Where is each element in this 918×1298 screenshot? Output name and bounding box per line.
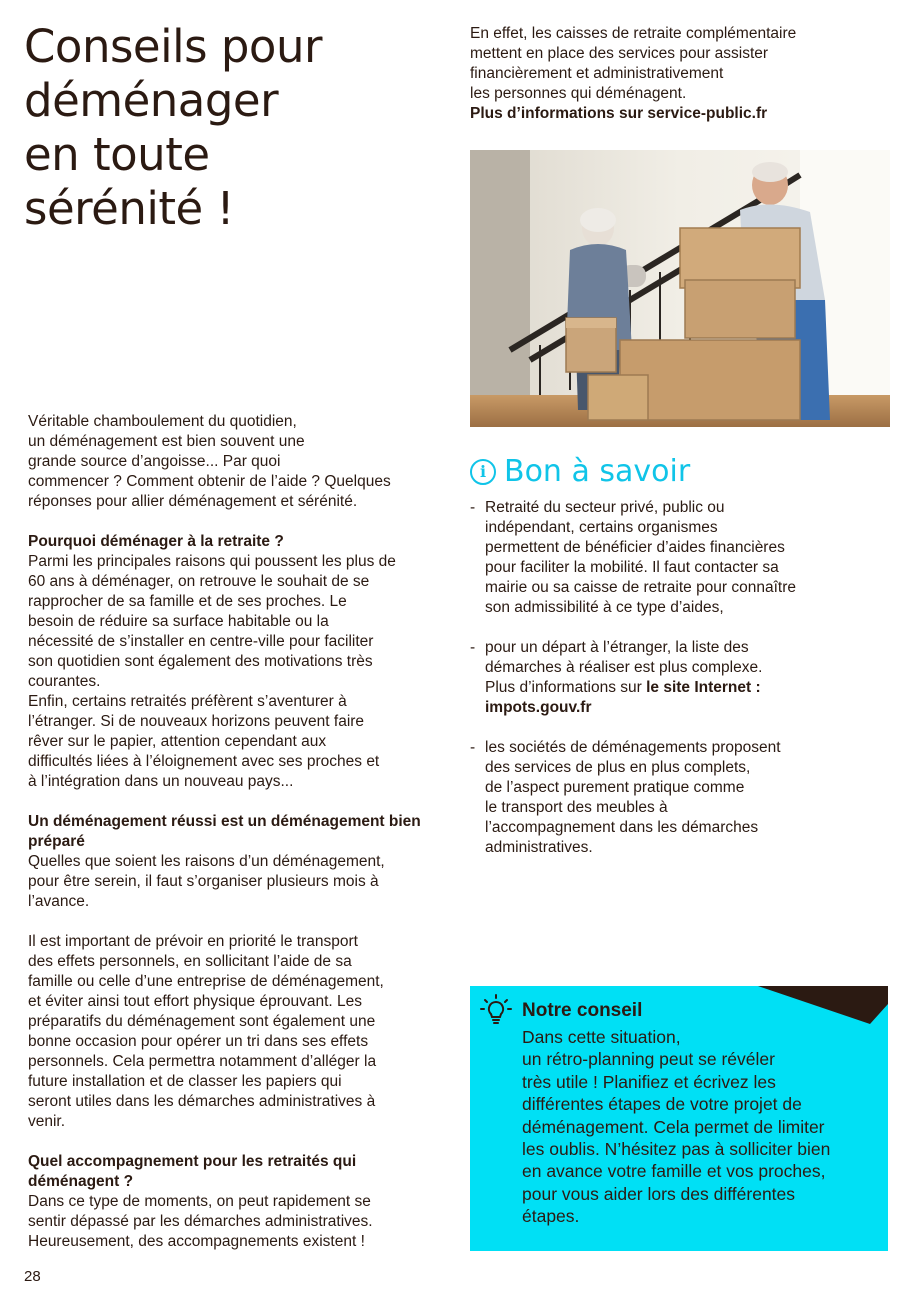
impots-link[interactable]: impots.gouv.fr — [485, 699, 592, 716]
page-title: Conseils pour déménager en toute sérénité ! — [24, 20, 322, 235]
conseil-box — [470, 986, 888, 1251]
lightbulb-icon — [480, 994, 512, 1028]
conseil-text: Dans cette situation, un rétro-planning peut se révéler très utile ! Planifiez et écrivez les différentes étapes de votre projet de déménagement. Cela permet de limiter les oublis. N’hésitez pas à solliciter bien en avance votre famille et vos proches, pour vous aider lors des différentes étapes. — [522, 1027, 831, 1227]
section-heading: Pourquoi déménager à la retraite ? — [28, 533, 284, 550]
list-item: - pour un départ à l’étranger, la liste des démarches à réaliser est plus complexe. Plus d’informations sur le site Internet : impots.gouv.fr — [470, 638, 890, 718]
conseil-title: Notre conseil — [522, 1000, 643, 1021]
section-heading: Quel accompagnement pour les retraités qui — [28, 1153, 357, 1170]
section-heading: préparé — [28, 833, 85, 850]
list-item: - les sociétés de déménagements proposent des services de plus en plus complets, de l’aspect purement pratique comme le transport des meubles à l’accompagnement dans les démarches administratives. — [470, 739, 781, 856]
service-public-link[interactable]: Plus d’informations sur service-public.fr — [470, 105, 768, 122]
section-heading: déménagent ? — [28, 1173, 134, 1190]
info-icon: i — [470, 459, 496, 485]
page-number: 28 — [24, 1268, 41, 1285]
bon-a-savoir-heading: i Bon à savoir — [470, 452, 690, 492]
left-column: Véritable chamboulement du quotidien, un déménagement est bien souvent une grande source d’angoisse... Par quoi commencer ? Comment obtenir de l’aide ? Quelques réponses pour allier déménagement et sérénité. Pourquoi déménager à la retraite ? Parmi les principales raisons qui poussent les plus de 60 ans à déménager, on retrouve le souhait de se rapprocher de sa famille et de ses proches. Le besoin de réduire sa surface habitable ou la nécessité de s’installer en centre-ville pour faciliter son quotidien sont également des motivations très courantes. Enfin, certains retraités préfèrent s’aventurer à l’étranger. Si de nouveaux horizons peuvent faire rêver sur le papier, attention cependant aux difficultés liées à l’éloignement avec ses proches et à l’intégration dans un nouveau pays... Un déménagement réussi est un déménagement bien préparé Quelles que soient les raisons d’un déménagement, pour être serein, il faut s’organiser plusieurs mois à l’avance. Il est important de prévoir en priorité le transport des effets personnels, en sollicitant l’aide de sa famille ou celle d’une entreprise de déménagement, et éviter ainsi tout effort physique éprouvant. Les préparatifs du déménagement sont également une bonne occasion pour opérer un tri dans ses effets personnels. Cela permettra notamment d’alléger la future installation et de classer les papiers qui seront utiles dans les démarches administratives à venir. Quel accompagnement pour les retraités qui déménagent ? Dans ce type de moments, on peut rapidement se sentir dépassé par les démarches administratives. Heureusement, des accompagnements existent ! — [28, 412, 452, 1252]
bon-a-savoir-list — [470, 498, 890, 858]
corner-decoration — [758, 986, 888, 1026]
moving-couple-photo — [470, 150, 890, 427]
impots-link-label[interactable]: le site Internet : — [646, 679, 761, 696]
list-item: - Retraité du secteur privé, public ou indépendant, certains organismes permettent de bénéficier d’aides financières pour faciliter la mobilité. Il faut contacter sa mairie ou sa caisse de retraite pour connaître son admissibilité à ce type d’aides, — [470, 499, 797, 616]
right-intro: En effet, les caisses de retraite complémentaire mettent en place des services pour assister financièrement et administrativement les personnes qui déménagent. Plus d’informations sur service-public.fr — [470, 24, 890, 124]
section-heading: Un déménagement réussi est un déménagement bien — [28, 813, 421, 830]
